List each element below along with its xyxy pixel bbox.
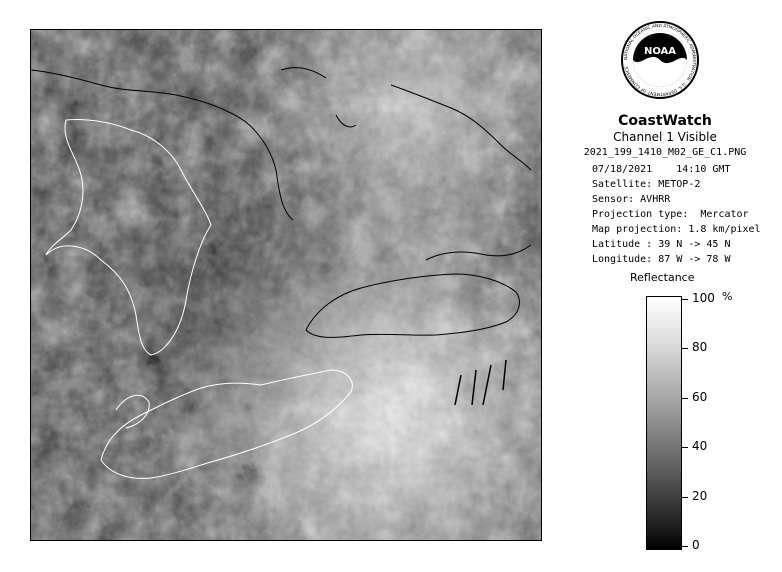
channel-label: Channel 1 Visible xyxy=(613,130,717,144)
colorbar-tick xyxy=(682,398,688,399)
colorbar xyxy=(646,296,682,550)
colorbar-tick-label: 40 xyxy=(692,439,708,454)
colorbar-unit: % xyxy=(722,290,733,303)
colorbar-tick-label: 100 xyxy=(692,291,715,305)
svg-text:NOAA: NOAA xyxy=(643,46,677,57)
colorbar-tick-label: 80 xyxy=(692,340,708,355)
satellite-image-svg xyxy=(31,30,542,541)
colorbar-tick xyxy=(682,299,688,300)
colorbar-tick xyxy=(682,348,688,349)
noaa-logo xyxy=(620,20,700,100)
datetime-label: 07/18/2021 14:10 GMT xyxy=(592,164,731,175)
colorbar-tick-label: 0 xyxy=(692,538,700,552)
colorbar-tick-label: 60 xyxy=(692,389,708,404)
colorbar-tick-label: 20 xyxy=(692,488,708,503)
colorbar-tick xyxy=(682,447,688,448)
projection-type-label: Projection type: Mercator xyxy=(592,209,749,220)
sensor-label: Sensor: AVHRR xyxy=(592,194,671,205)
satellite-label: Satellite: METOP-2 xyxy=(592,179,701,190)
longitude-label: Longitude: 87 W -> 78 W xyxy=(592,254,731,265)
colorbar-tick xyxy=(682,497,688,498)
image-filename: 2021_199_1410_M02_GE_C1.PNG xyxy=(583,147,747,158)
satellite-image xyxy=(30,29,542,541)
page-title: CoastWatch xyxy=(618,113,712,129)
map-projection-label: Map projection: 1.8 km/pixel xyxy=(592,224,761,235)
colorbar-title: Reflectance xyxy=(630,271,695,284)
logo-ring-text: NATIONAL OCEANIC AND ATMOSPHERIC ADMINISTRATION · U.S. DEPARTMENT OF COMMERCE xyxy=(623,23,697,97)
latitude-label: Latitude : 39 N -> 45 N xyxy=(592,239,731,250)
colorbar-tick xyxy=(682,546,688,547)
